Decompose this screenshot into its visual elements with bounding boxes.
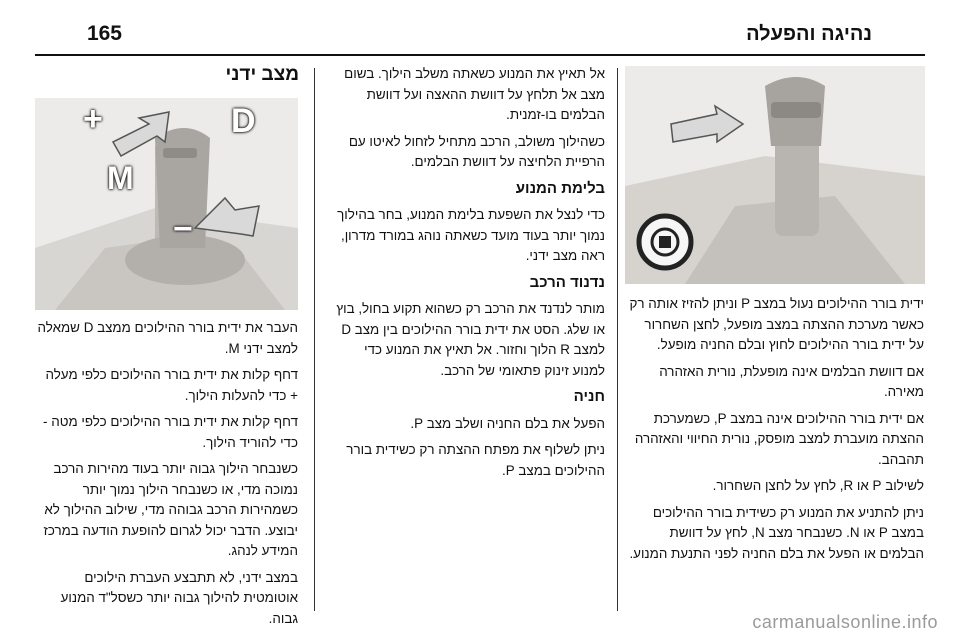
column-divider (617, 68, 618, 611)
paragraph: מותר לנדנד את הרכב רק כשהוא תקוע בחול, בוץ או שלג. הסט את ידית בורר ההילוכים בין מצב D למצב R הלוך וחזור. אל תאיץ את המנוע כדי למנוע זינוק פתאומי של הרכב. (336, 301, 605, 378)
paragraph: העבר את ידית בורר ההילוכים ממצב D שמאלה למצב ידני M. (37, 320, 298, 356)
paragraph: כשנבחר הילוך גבוה יותר בעוד מהירות הרכב נמוכה מדי, או כשנבחר הילוך נמוך יותר כשמהירות הרכב גבוהה מדי, שילוב ההילוך לא יבוצע. הדבר יכול לגרום להופעת הודעה במרכז המידע לנהג. (43, 461, 298, 558)
paragraph: לשילוב P או R, לחץ על לחצן השחרור. (712, 478, 924, 493)
page-header (0, 0, 960, 60)
column-divider (314, 68, 315, 611)
left-column-text (35, 318, 298, 635)
chapter-title: נהיגה והפעלה (746, 23, 872, 45)
paragraph: אם ידית בורר ההילוכים אינה במצב P, כשמערכת ההצתה מועברת למצב מופסק, נורית החיווי והאזהרה תהבהב. (634, 410, 924, 467)
paragraph: ידית בורר ההילוכים נעול במצב P וניתן להזיז אותה רק כאשר מערכת ההצתה במצב מופעל, לחצן השחרור על ידית בורר ההילוכים לחוץ ובלם החניה מופעל. (629, 296, 924, 352)
plus-label: + (83, 100, 103, 138)
manual-label: M (107, 160, 134, 196)
paragraph: ניתן לשלוף את מפתח ההצתה רק כשידית בורר ההילוכים במצב P. (346, 442, 605, 478)
gear-shift-lock-photo (625, 66, 925, 284)
section-title: מצב ידני (225, 64, 299, 85)
gear-shift-lock-illustration (625, 66, 925, 284)
middle-column-text (328, 64, 605, 487)
paragraph: אם דוושת הבלמים אינה מופעלת, נורית האזהרה מאירה. (659, 363, 924, 399)
paragraph: הפעל את בלם החניה ושלב מצב P. (410, 415, 605, 431)
gear-shift-manual-illustration (35, 98, 298, 310)
paragraph: כשהילוך משולב, הרכב מתחיל לזחול לאיטו עם הרפיית הלחיצה על דוושת הבלמים. (348, 133, 605, 169)
header-rule (35, 54, 925, 56)
paragraph: ניתן להתניע את המנוע רק כשידית בורר ההילוכים במצב P או N. כשנבחר מצב N, לחץ על דוושת הבלמים או הפעל את בלם החניה לפני התנעת המנוע. (629, 504, 924, 561)
watermark: carmanualsonline.info (752, 612, 938, 632)
paragraph: במצב ידני, לא תתבצע העברת הילוכים אוטומטית להילוך גבוה יותר כשסל"ד המנוע גבוה. (60, 569, 298, 626)
gear-shift-manual-photo (35, 98, 298, 310)
paragraph: אל תאיץ את המנוע כשאתה משלב הילוך. בשום מצב אל תלחץ על דוושת ההאצה ועל דוושת הבלמים בו-זמנית. (344, 66, 605, 122)
paragraph: כדי לנצל את השפעת בלימת המנוע, בחר בהילוך נמוך יותר בעוד מועד כשאתה נוהג במורד מדרון, ראה מצב ידני. (337, 207, 605, 263)
rocking-heading: נדנוד הרכב (529, 273, 605, 291)
right-column-text (628, 294, 924, 570)
page-number: 165 (86, 22, 122, 45)
paragraph: דחף קלות את ידית בורר ההילוכים כלפי מטה - כדי להוריד הילוך. (43, 414, 298, 450)
parking-heading: חניה (573, 388, 605, 405)
engine-braking-heading: בלימת המנוע (515, 179, 605, 197)
drive-label: D (231, 102, 256, 140)
paragraph: דחף קלות את ידית בורר ההילוכים כלפי מעלה + כדי להעלות הילוך. (45, 367, 298, 403)
minus-label: − (173, 210, 193, 248)
